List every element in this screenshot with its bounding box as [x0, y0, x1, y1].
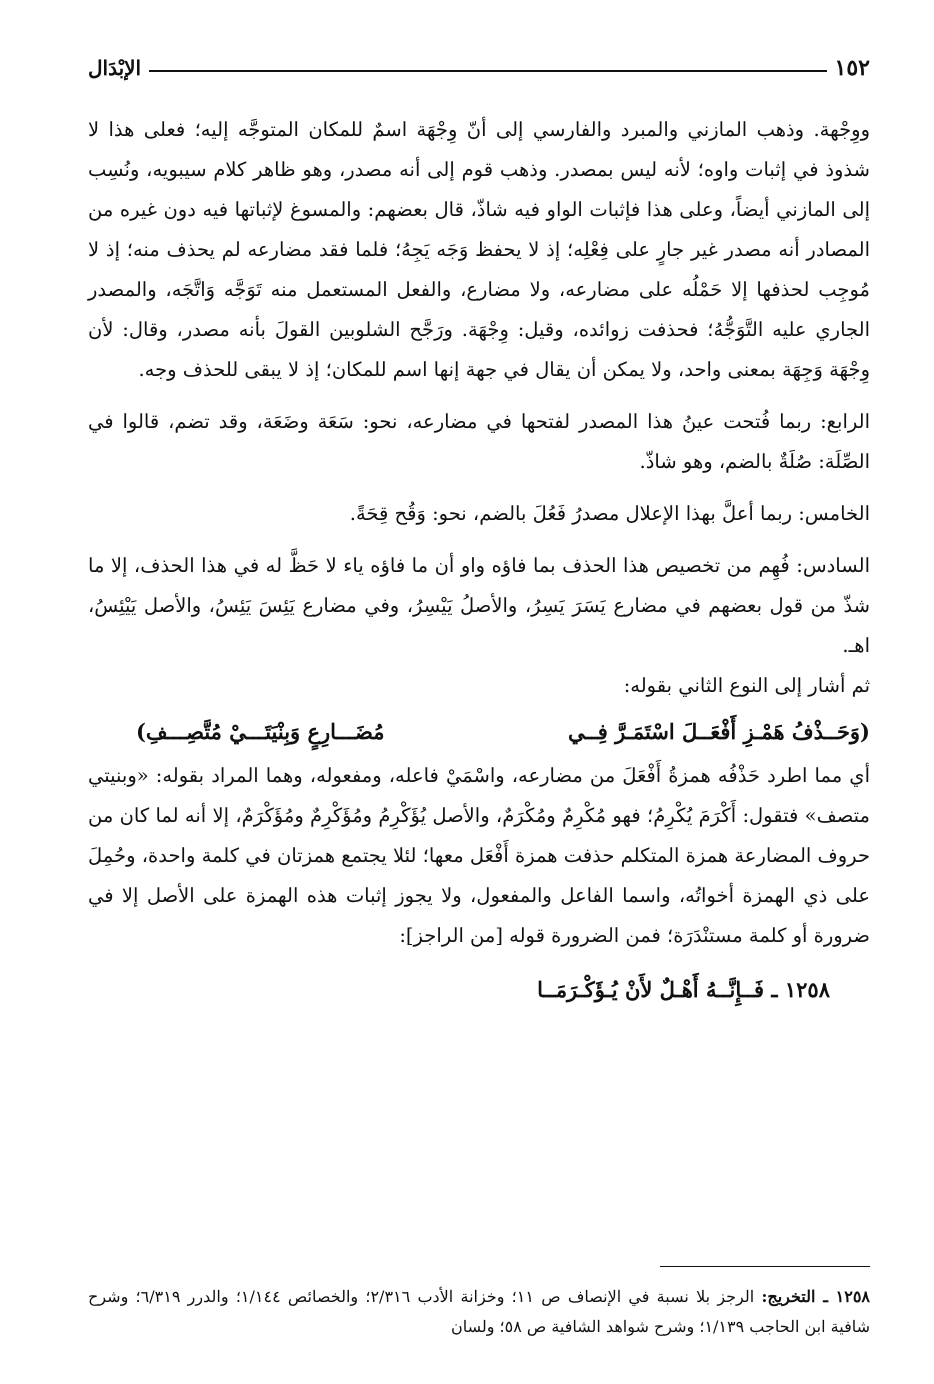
footnote-text: الرجز بلا نسبة في الإنصاف ص ١١؛ وخزانة الأدب ٢/٣١٦؛ والخصائص ١/١٤٤؛ والدرر ٦/٣١٩؛ وشرح شافية ابن الحاجب ١/١٣٩؛ وشرح شواهد الشافية ص ٥٨؛ ولسان: [88, 1287, 870, 1336]
footnote: [88, 1282, 870, 1342]
footnote-rule: [660, 1266, 870, 1267]
paragraph-1: ووِجْهة. وذهب المازني والمبرد والفارسي إلى أنّ وِجْهَة اسمٌ للمكان المتوجَّه إليه؛ فعلى هذا لا شذوذ في إثبات واوه؛ لأنه ليس بمصدر. وذهب قوم إلى أنه مصدر، وهو ظاهر كلام سيبويه، ونُسِب إلى المازني أيضاً، وعلى هذا فإثبات الواو فيه شاذّ، قال بعضهم: والمسوغ لإثباتها فيه دون غيره من المصادر أنه مصدر غير جارٍ على فِعْلِه؛ إذ لا يحفظ وَجَه يَجِهُ؛ فلما فقد مضارعه لم يحذف منه؛ إذ لا مُوجِب لحذفها إلا حَمْلُه على مضارعه، ولا مضارع، والفعل المستعمل منه تَوَجَّه وَاتَّجَه، والمصدر الجاري عليه التَّوَجُّهُ؛ فحذفت زوائده، وقيل: وِجْهَة. ورَجَّح الشلوبين القولَ بأنه مصدر، وقال: لأن وِجْهَة وَجِهَة بمعنى واحد، ولا يمكن أن يقال في جهة إنها اسم للمكان؛ إذ لا يبقى للحذف وجه.: [88, 118, 870, 381]
paragraph-2: الرابع: ربما فُتحت عينُ هذا المصدر لفتحها في مضارعه، نحو: سَعَة وضَعَة، وقد تضم، قالوا في الصِّلَة: صُلَةٌ بالضم، وهو شاذّ.: [88, 410, 870, 473]
verse-first-hemistich: (وَحَــذْفُ هَمْـزِ أَفْعَــلَ اسْتَمَـرَّ فِــي: [567, 719, 870, 744]
paragraph-5: ثم أشار إلى النوع الثاني بقوله:: [623, 674, 870, 697]
header-rule: [149, 70, 826, 72]
paragraph-4: السادس: فُهِم من تخصيص هذا الحذف بما فاؤه واو أن ما فاؤه ياء لا حَظَّ له في هذا الحذف، إلا ما شذّ من قول بعضهم في مضارع يَسَرَ يَسِرُ، والأصلُ يَيْسِرُ، وفي مضارع يَئِسَ يَئِسُ، والأصل يَيْئِسُ، اهـ.: [88, 554, 870, 657]
footnote-lead: ١٢٥٨ ـ التخريج:: [761, 1287, 870, 1306]
main-text: [88, 110, 870, 1010]
page-number: ١٥٢: [834, 55, 870, 81]
paragraph-6: أي مما اطرد حَذْفُه همزةُ أَفْعَلَ من مضارعه، واسْمَيْ فاعله، ومفعوله، وهما المراد بقوله: «وبنيتي متصف» فتقول: أَكْرَمَ يُكْرِمُ؛ فهو مُكْرِمٌ ومُكْرَمٌ، والأصل يُؤَكْرِمُ ومُؤَكْرِمٌ ومُؤَكْرَمٌ، إلا أنه لما كان من حروف المضارعة همزة المتكلم حذفت همزة أَفْعَل معها؛ لئلا يجتمع همزتان في كلمة واحدة، وحُمِلَ على ذي الهمزة أخواتُه، واسما الفاعل والمفعول، ولا يجوز إثبات هذه الهمزة على الأصل إلا في ضرورة أو كلمة مستنْدَرَة؛ فمن الضرورة قوله [من الراجز]:: [88, 764, 870, 947]
running-header: [88, 48, 870, 88]
running-title: الإبْدَال: [88, 56, 142, 80]
paragraph-3: الخامس: ربما أعلَّ بهذا الإعلال مصدرُ فَعُلَ بالضم، نحو: وَقُح قِحَةً.: [349, 502, 870, 525]
verse-line: [88, 712, 870, 752]
poem-line: ١٢٥٨ ـ فَــإِنَّــهُ أَهْـلٌ لأَنْ يُـؤَكْـرَمَــا: [537, 977, 830, 1002]
document-page: [88, 48, 870, 1384]
verse-second-hemistich: مُضَـــارِعٍ وَبِنْيَتَـــيْ مُتَّصِـــفِ): [136, 719, 385, 744]
